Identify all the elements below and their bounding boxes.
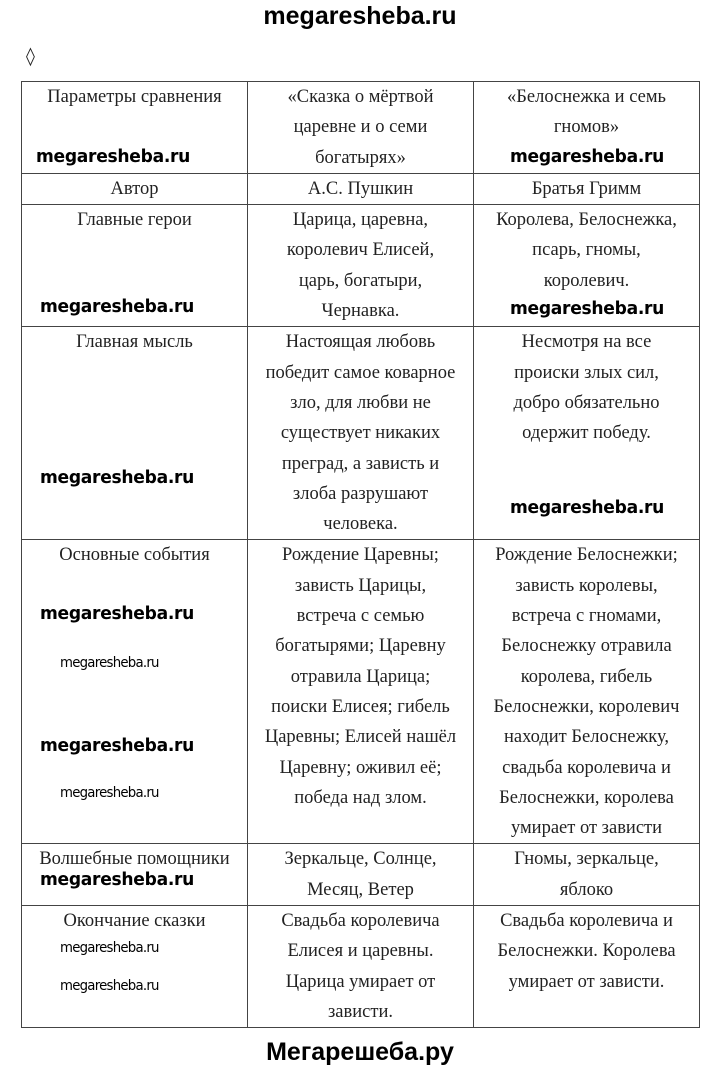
grimm-cell: Братья Гримм bbox=[474, 173, 700, 204]
param-cell: Главная мысль bbox=[22, 327, 248, 540]
table-row bbox=[22, 173, 700, 204]
param-cell: Автор bbox=[22, 173, 248, 204]
watermark: megaresheba.ru bbox=[60, 940, 159, 956]
pushkin-cell: Рождение Царевны; зависть Царицы, встреча с семью богатырями; Царевну отравила Царица; поиски Елисея; гибель Царевны; Елисей нашёл Царевну; оживил её; победа над злом. bbox=[248, 540, 474, 844]
param-cell: Параметры сравнения bbox=[22, 82, 248, 174]
watermark: megaresheba.ru bbox=[60, 785, 159, 801]
param-cell: Волшебные помощники bbox=[22, 844, 248, 906]
param-cell: Главные герои bbox=[22, 205, 248, 327]
watermark: megaresheba.ru bbox=[40, 869, 195, 890]
footer-title: Мегарешеба.ру bbox=[266, 1038, 454, 1066]
watermark: megaresheba.ru bbox=[40, 603, 195, 624]
site-title: megaresheba.ru bbox=[263, 2, 457, 30]
watermark: megaresheba.ru bbox=[40, 735, 195, 756]
grimm-cell: Королева, Белоснежка, псарь, гномы, королевич. bbox=[474, 205, 700, 327]
watermark: megaresheba.ru bbox=[510, 298, 665, 319]
pushkin-cell: Настоящая любовь победит самое коварное зло, для любви не существует никаких преград, а зависть и злоба разрушают человека. bbox=[248, 327, 474, 540]
watermark: megaresheba.ru bbox=[36, 146, 191, 167]
watermark: megaresheba.ru bbox=[60, 655, 159, 671]
pushkin-cell: Зеркальце, Солнце, Месяц, Ветер bbox=[248, 844, 474, 906]
param-cell: Окончание сказки bbox=[22, 906, 248, 1028]
pushkin-cell: Свадьба королевича Елисея и царевны. Царица умирает от зависти. bbox=[248, 906, 474, 1028]
watermark: megaresheba.ru bbox=[60, 978, 159, 994]
watermark: megaresheba.ru bbox=[510, 497, 665, 518]
param-cell: Основные события bbox=[22, 540, 248, 844]
watermark: megaresheba.ru bbox=[40, 296, 195, 317]
table-row bbox=[22, 906, 700, 1028]
watermark: megaresheba.ru bbox=[40, 467, 195, 488]
grimm-cell: «Белоснежка и семь гномов» bbox=[474, 82, 700, 174]
grimm-cell: Гномы, зеркальце, яблоко bbox=[474, 844, 700, 906]
pushkin-cell: А.С. Пушкин bbox=[248, 173, 474, 204]
pushkin-cell: «Сказка о мёртвой царевне и о семи богатырях» bbox=[248, 82, 474, 174]
watermark: megaresheba.ru bbox=[510, 146, 665, 167]
diamond-marker: ◊ bbox=[26, 46, 35, 67]
pushkin-cell: Царица, царевна, королевич Елисей, царь, богатыри, Чернавка. bbox=[248, 205, 474, 327]
grimm-cell: Рождение Белоснежки; зависть королевы, встреча с гномами, Белоснежку отравила королева, гибель Белоснежки, королевич находит Белоснежку, свадьба королевича и Белоснежки, королева умирает от зависти bbox=[474, 540, 700, 844]
grimm-cell: Несмотря на все происки злых сил, добро обязательно одержит победу. bbox=[474, 327, 700, 540]
grimm-cell: Свадьба королевича и Белоснежки. Королева умирает от зависти. bbox=[474, 906, 700, 1028]
